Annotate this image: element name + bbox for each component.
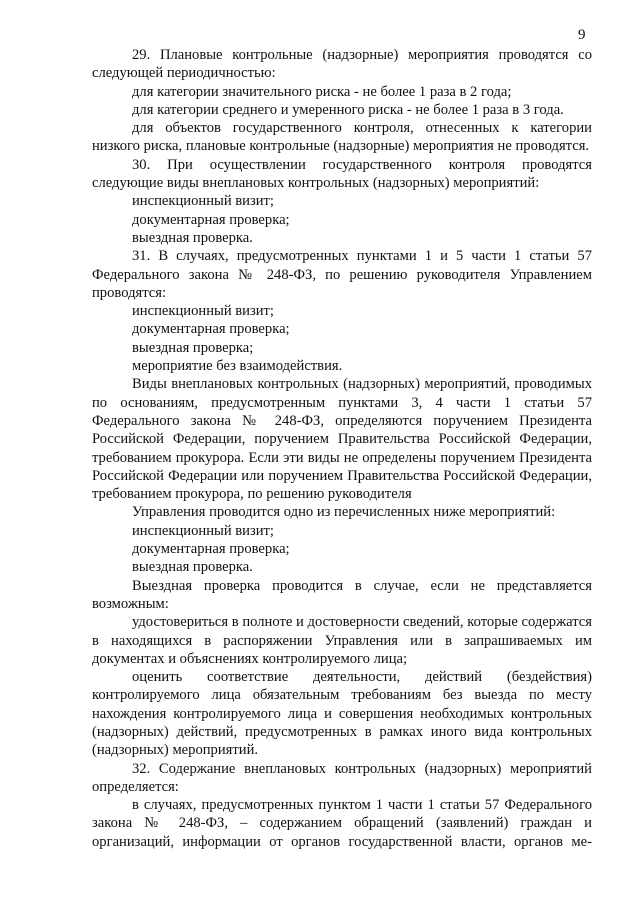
paragraph: Управления проводится одно из перечисленных ниже мероприятий:	[132, 504, 556, 521]
paragraph: выездная проверка.	[132, 229, 253, 246]
paragraph: выездная проверка;	[132, 339, 254, 356]
paragraph: для категории значительного риска - не более 1 раза в 2 года;	[132, 83, 512, 100]
paragraph: 32. Содержание внеплановых контрольных (надзорных) мероприятий определяется:	[92, 760, 592, 795]
paragraph: Виды внеплановых контрольных (надзорных) мероприятий, проводимых по основаниям, предусмотренным пунктами 3, 4 части 1 статьи 57 Федерального закона № 248-ФЗ, определяются поручением Президента Российской Федерации, поручением Правительства Российской Федерации, требованием прокурора. Если эти виды не определены поручением Президента Российской Федерации или поручением Правительства Российской Федерации, требованием прокурора, по решению руководителя	[92, 376, 592, 503]
page-number: 9	[578, 27, 586, 43]
paragraph: документарная проверка;	[132, 321, 290, 338]
paragraph: инспекционный визит;	[132, 522, 274, 539]
paragraph: 29. Плановые контрольные (надзорные) мероприятия проводятся со следующей периодичностью:	[92, 47, 592, 82]
paragraph: инспекционный визит;	[132, 303, 274, 320]
paragraph: для категории среднего и умеренного риска - не более 1 раза в 3 года.	[132, 101, 564, 118]
paragraph: выездная проверка.	[132, 559, 253, 576]
paragraph: инспекционный визит;	[132, 193, 274, 210]
paragraph: документарная проверка;	[132, 541, 290, 558]
paragraph: для объектов государственного контроля, отнесенных к категории низкого риска, плановые контрольные (надзорные) мероприятия не проводятся.	[92, 120, 592, 155]
paragraph: мероприятие без взаимодействия.	[132, 358, 343, 375]
paragraph: документарная проверка;	[132, 211, 290, 228]
paragraph: 30. При осуществлении государственного контроля проводятся следующие виды внеплановых контрольных (надзорных) мероприятий:	[92, 156, 592, 192]
paragraph: 31. В случаях, предусмотренных пунктами 1 и 5 части 1 статьи 57 Федерального закона № 248-ФЗ, по решению руководителя Управлением проводятся:	[92, 248, 592, 301]
paragraph: удостовериться в полноте и достоверности сведений, которые содержатся в находящихся в распоряжении Управления или в запрашиваемых им документах и объяснениях контролируемого лица;	[92, 614, 592, 667]
paragraph: оценить соответствие деятельности, действий (бездействия) контролируемого лица обязательным требованиям без выезда по месту нахождения контролируемого лица и совершения необходимых контрольных (надзорных) действий, предусмотренных в рамках иного вида контрольных (надзорных) мероприятий.	[92, 669, 592, 759]
paragraph: Выездная проверка проводится в случае, если не представляется возможным:	[92, 577, 592, 612]
paragraph: в случаях, предусмотренных пунктом 1 части 1 статьи 57 Федерального закона № 248-ФЗ, – содержанием обращений (заявлений) граждан и организаций, информации от органов государственной власти, органов ме-	[92, 797, 592, 850]
document-body	[92, 46, 592, 851]
